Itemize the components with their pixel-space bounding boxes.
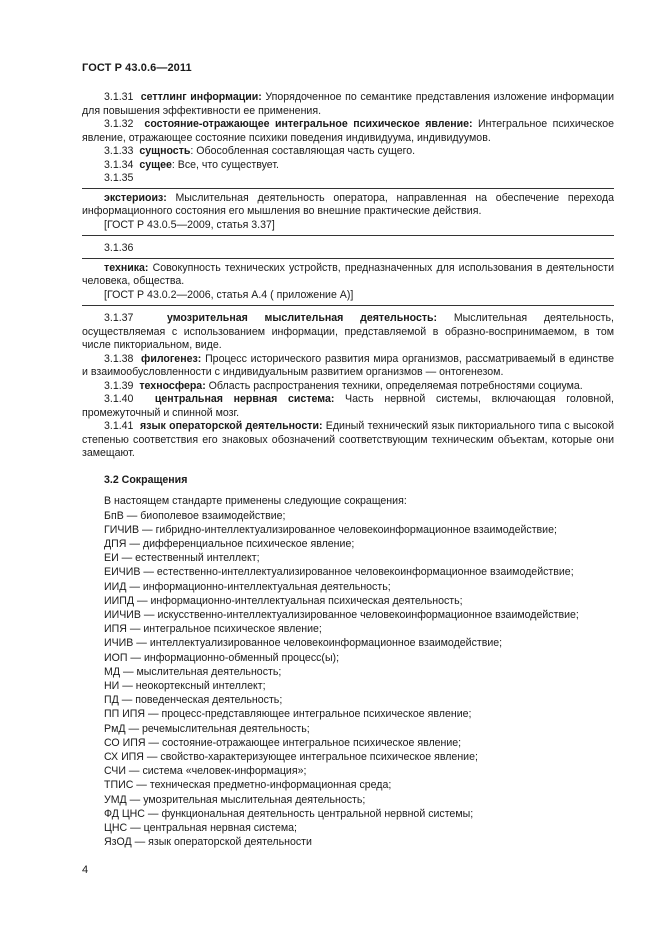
abbreviation-item: ИИЧИВ — искусственно-интеллектуализированное человекоинформационное взаимодействие; (104, 608, 579, 621)
section-title: 3.2 Сокращения (104, 473, 188, 486)
term-number: 3.1.36 (104, 242, 134, 254)
term-name: язык операторской деятельности: (140, 420, 323, 432)
term-name: сущее (139, 158, 172, 171)
terms-list-top (82, 91, 614, 172)
term-name: сущность (139, 145, 191, 157)
term-reference: [ГОСТ Р 43.0.2—2006, статья А.4 ( приложение А)] (104, 288, 354, 301)
quoted-term-box (82, 188, 614, 237)
term-definition: Интегральное психическое явление, отражающее состояние психики поведения индивидуума, индивидуумов. (82, 118, 615, 144)
term-entry (82, 393, 614, 420)
term-name: техника: (104, 261, 149, 274)
term-name: центральная нервная система: (154, 393, 335, 405)
abbreviation-item: НИ — неокортексный интеллект; (104, 679, 266, 692)
term-definition: : Обособленная составляющая часть сущего. (190, 145, 416, 157)
abbreviation-item: ИПЯ — интегральное психическое явление; (104, 623, 322, 636)
term-entry (82, 145, 614, 159)
abbreviations-list (82, 509, 614, 850)
quoted-term (82, 192, 614, 219)
term-entry (82, 159, 614, 173)
abbreviation-item: ЯзОД — язык операторской деятельности (104, 836, 312, 849)
term-name: техносфера: (139, 379, 206, 392)
term-definition: Мыслительная деятельность, осуществляемая с использованием информации, представляемой в образно-воспринимаемом, в том числе пикториальном, виде. (82, 312, 614, 351)
abbreviation-item: ЕИЧИВ — естественно-интеллектуализированное человекоинформационное взаимодействие; (104, 566, 574, 579)
term-entry (82, 353, 614, 380)
abbreviation-item: БпВ — биополевое взаимодействие; (104, 509, 286, 522)
document-body (82, 91, 614, 849)
term-number: 3.1.31 (104, 91, 134, 103)
term-number: 3.1.38 (104, 352, 134, 365)
term-reference: [ГОСТ Р 43.0.5—2009, статья 3.37] (104, 218, 275, 231)
term-definition: : Все, что существует. (171, 158, 279, 171)
term-definition: Мыслительная деятельность оператора, направленная на обеспечение перехода информационного состояния его мышления во внешние практические действия. (82, 191, 614, 217)
term-definition: Процесс исторического развития мира организмов, рассматриваемый в единстве и взаимообусловленности с индивидуальным развитием организмов — онтогенезом. (82, 352, 615, 378)
term-entry (82, 380, 614, 394)
term-name: сеттлинг информации: (140, 91, 262, 103)
abbreviation-item: ИИПД — информационно-интеллектуальная психическая деятельность; (104, 594, 463, 607)
term-definition: Часть нервной системы, включающая головной, промежуточный и спинной мозг. (82, 393, 614, 419)
term-number: 3.1.34 (104, 158, 134, 171)
abbreviation-item: ИИД — информационно-интеллектуальная деятельность; (104, 580, 391, 593)
document-header: ГОСТ Р 43.0.6—2011 (82, 62, 192, 74)
term-number: 3.1.41 (104, 420, 134, 432)
terms-list-bottom (82, 312, 614, 461)
quoted-term (82, 262, 614, 289)
term-name: филогенез: (141, 352, 202, 365)
abbreviation-item: ГИЧИВ — гибридно-интеллектуализированное человекоинформационное взаимодействие; (104, 523, 557, 536)
term-name: состояние-отражающее интегральное психическое явление: (144, 118, 473, 130)
term-name: умозрительная мыслительная деятельность: (166, 312, 438, 324)
abbreviation-item: РмД — речемыслительная деятельность; (104, 722, 310, 735)
abbreviation-item: УМД — умозрительная мыслительная деятельность; (104, 793, 366, 806)
abbreviation-item: ИЧИВ — интеллектуализированное человекоинформационное взаимодействие; (104, 637, 503, 650)
abbreviation-item: ТПИС — техническая предметно-информационная среда; (104, 779, 392, 792)
abbreviation-item: ФД ЦНС — функциональная деятельность центральной нервной системы; (104, 807, 474, 820)
abbreviation-item: ПД — поведенческая деятельность; (104, 694, 283, 707)
term-entry (82, 420, 614, 461)
term-number: 3.1.33 (104, 145, 134, 157)
term-number: 3.1.35 (104, 172, 134, 184)
abbreviation-item: СЧИ — система «человек-информация»; (104, 765, 307, 778)
abbreviation-item: МД — мыслительная деятельность; (104, 665, 282, 678)
term-entry (82, 312, 614, 353)
abbreviation-item: ДПЯ — дифференциальное психическое явление; (104, 537, 355, 550)
term-number: 3.1.40 (104, 393, 134, 405)
term-entry (82, 91, 614, 118)
term-number: 3.1.37 (104, 312, 134, 324)
term-definition: Совокупность технических устройств, предназначенных для использования в деятельности человека, общества. (82, 261, 614, 287)
abbreviation-item: ПП ИПЯ — процесс-представляющее интегральное психическое явление; (104, 708, 472, 721)
term-definition: Единый технический язык пикториального типа с высокой степенью соответствия его знаковых обозначений соответствующим техническим объектам, которые они замещают. (82, 420, 614, 459)
quoted-term-box (82, 258, 614, 307)
section-intro: В настоящем стандарте применены следующие сокращения: (104, 495, 407, 507)
term-number: 3.1.39 (104, 379, 134, 392)
abbreviation-item: ЕИ — естественный интеллект; (104, 552, 260, 565)
abbreviation-item: ИОП — информационно-обменный процесс(ы); (104, 651, 340, 664)
abbreviation-item: СО ИПЯ — состояние-отражающее интегральное психическое явление; (104, 736, 462, 749)
term-number: 3.1.32 (104, 118, 134, 130)
term-definition: Область распространения техники, определяемая потребностями социума. (205, 379, 583, 392)
term-definition: Упорядоченное по семантике представления изложение информации для повышения эффективности ее применения. (82, 91, 615, 117)
abbreviation-item: ЦНС — центральная нервная система; (104, 821, 298, 834)
term-name: экстериоиз: (104, 191, 167, 204)
abbreviation-item: СХ ИПЯ — свойство-характеризующее интегральное психическое явление; (104, 750, 478, 763)
term-entry (82, 118, 614, 145)
page-number: 4 (82, 864, 89, 876)
